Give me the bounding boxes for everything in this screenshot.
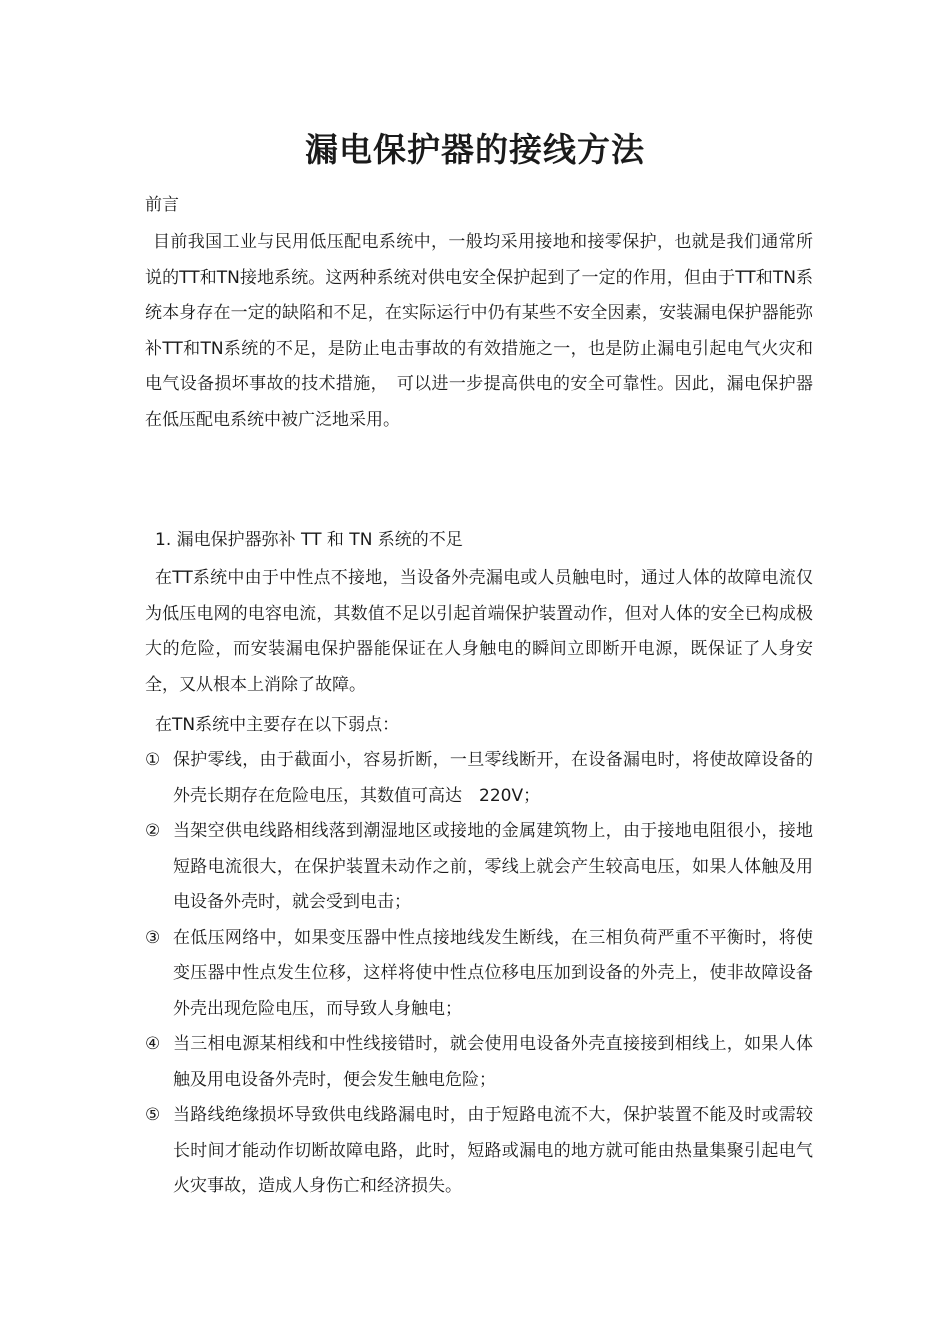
list-item-number: ⑤ <box>145 1105 161 1125</box>
list-item <box>145 1027 813 1098</box>
tt-system-paragraph: 在TT系统中由于中性点不接地，当设备外壳漏电或人员触电时，通过人体的故障电流仅为低压电网的电容电流，其数值不足以引起首端保护装置动作，但对人体的安全已构成极大的危险，而安装漏电保护器能保证在人身触电的瞬间立即断开电源，既保证了人身安全，又从根本上消除了故障。 <box>145 568 813 695</box>
list-item <box>145 743 813 814</box>
preface-label: 前言 <box>145 195 179 215</box>
list-item-number: ④ <box>145 1034 161 1054</box>
list-item-text: 当路线绝缘损坏导致供电线路漏电时，由于短路电流不大，保护装置不能及时或需较长时间才能动作切断故障电路，此时，短路或漏电的地方就可能由热量集聚引起电气火灾事故，造成人身伤亡和经济损失。 <box>173 1105 813 1196</box>
list-item <box>145 921 813 1028</box>
tn-weakness-intro: 在TN系统中主要存在以下弱点： <box>155 715 400 735</box>
list-item <box>145 1098 813 1205</box>
list-item <box>145 814 813 921</box>
document-title: 漏电保护器的接线方法 <box>305 130 645 169</box>
list-item-text: 保护零线，由于截面小，容易折断，一旦零线断开，在设备漏电时，将使故障设备的外壳长期存在危险电压，其数值可高达 220V； <box>173 750 813 806</box>
list-item-number: ② <box>145 821 161 841</box>
list-item-number: ① <box>145 750 161 770</box>
intro-paragraph: 目前我国工业与民用低压配电系统中，一般均采用接地和接零保护，也就是我们通常所说的TT和TN接地系统。这两种系统对供电安全保护起到了一定的作用，但由于TT和TN系统本身存在一定的缺陷和不足，在实际运行中仍有某些不安全因素，安装漏电保护器能弥补TT和TN系统的不足，是防止电击事故的有效措施之一，也是防止漏电引起电气火灾和电气设备损坏事故的技术措施， 可以进一步提高供电的安全可靠性。因此，漏电保护器在低压配电系统中被广泛地采用。 <box>145 232 813 430</box>
list-item-text: 在低压网络中，如果变压器中性点接地线发生断线，在三相负荷严重不平衡时，将使变压器中性点发生位移，这样将使中性点位移电压加到设备的外壳上，使非故障设备外壳出现危险电压，而导致人身触电； <box>173 927 813 1019</box>
section-heading-1: 1. 漏电保护器弥补 TT 和 TN 系统的不足 <box>155 530 463 550</box>
list-item-text: 当三相电源某相线和中性线接错时，就会使用电设备外壳直接接到相线上，如果人体触及用电设备外壳时，便会发生触电危险； <box>173 1034 813 1090</box>
weakness-list <box>145 743 813 1205</box>
list-item-text: 当架空供电线路相线落到潮湿地区或接地的金属建筑物上，由于接地电阻很小，接地短路电流很大，在保护装置未动作之前，零线上就会产生较高电压，如果人体触及用电设备外壳时，就会受到电击； <box>173 821 813 912</box>
list-item-number: ③ <box>145 927 161 948</box>
